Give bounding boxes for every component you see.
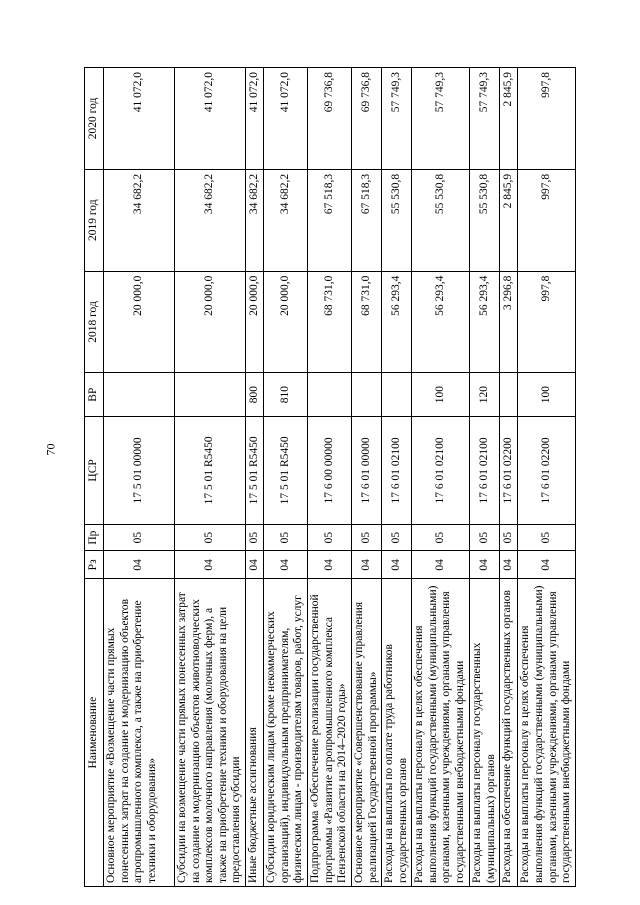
row-vr [382,373,412,417]
row-vr: 100 [412,373,470,417]
row-name: Основное мероприятие «Возмещение части прямых понесенных затрат на создание и модернизацию объектов агропромышленного комплекса, а также на приобретение техники и оборудования» [104,579,175,887]
row-2019: 67 518,3 [352,169,382,271]
table-row [412,68,470,887]
row-2019: 34 682,2 [104,169,175,271]
row-rz: 04 [500,551,518,579]
row-2018: 20 000,0 [104,271,175,373]
row-2020: 41 072,0 [246,68,264,170]
row-2020: 69 736,8 [352,68,382,170]
table-row [175,68,246,887]
row-pr: 05 [352,524,382,551]
row-vr [500,373,518,417]
row-pr: 05 [382,524,412,551]
row-pr: 05 [264,524,308,551]
row-name: Расходы на выплаты персоналу в целях обеспечения выполнения функций государственными (муниципальными) органами, казенными учреждениями, органами управления государственными внебюджетными фондами [412,579,470,887]
table-row [470,68,500,887]
row-pr: 05 [308,524,352,551]
row-2018: 3 296,8 [500,271,518,373]
row-pr: 05 [470,524,500,551]
row-name: Субсидии на возмещение части прямых понесенных затрат на создание и модернизацию объектов животноводческих комплексов молочного направления (молочных ферм), а также на приобретение техники и оборудования на цели предоставления субсидии [175,579,246,887]
table-row [382,68,412,887]
row-2020: 57 749,3 [382,68,412,170]
row-rz: 04 [470,551,500,579]
row-2019: 34 682,2 [264,169,308,271]
row-name: Подпрограмма «Обеспечение реализации государственной программы «Развитие агропромышленного комплекса Пензенской области на 2014–2020 годы» [308,579,352,887]
row-2019: 997,8 [518,169,576,271]
row-csr: 17 6 01 02100 [382,416,412,524]
row-name: Основное мероприятие «Совершенствование управления реализацией Государственной программы» [352,579,382,887]
row-2018: 56 293,4 [470,271,500,373]
row-rz: 04 [412,551,470,579]
row-vr [175,373,246,417]
row-2020: 41 072,0 [104,68,175,170]
header-2020: 2020 год [85,68,104,170]
row-name: Субсидии юридическим лицам (кроме некоммерческих организаций), индивидуальным предпринимателям, физическим лицам - производителям товаров, работ, услуг [264,579,308,887]
header-pr: Пр [85,524,104,551]
row-2020: 69 736,8 [308,68,352,170]
row-vr: 120 [470,373,500,417]
header-csr: ЦСР [85,416,104,524]
row-rz: 04 [518,551,576,579]
row-rz: 04 [175,551,246,579]
row-pr: 05 [246,524,264,551]
row-2018: 20 000,0 [175,271,246,373]
table-row [518,68,576,887]
row-csr: 17 6 01 02100 [470,416,500,524]
row-2018: 56 293,4 [412,271,470,373]
row-2018: 56 293,4 [382,271,412,373]
row-name: Расходы на выплаты персоналу в целях обеспечения выполнения функций государственными (муниципальными) органами, казенными учреждениями, органами управления государственными внебюджетными фондами [518,579,576,887]
row-name: Расходы на выплаты по оплате труда работников государственных органов [382,579,412,887]
table-row [264,68,308,887]
row-2019: 55 530,8 [470,169,500,271]
row-rz: 04 [264,551,308,579]
row-csr: 17 5 01 00000 [104,416,175,524]
row-2018: 68 731,0 [308,271,352,373]
row-rz: 04 [382,551,412,579]
row-csr: 17 5 01 R5450 [246,416,264,524]
row-2019: 55 530,8 [412,169,470,271]
row-vr [104,373,175,417]
row-csr: 17 5 01 R5450 [175,416,246,524]
budget-table [84,67,576,887]
header-vr: ВР [85,373,104,417]
row-csr: 17 6 01 02100 [412,416,470,524]
row-2019: 34 682,2 [175,169,246,271]
row-rz: 04 [104,551,175,579]
row-2018: 68 731,0 [352,271,382,373]
row-vr: 100 [518,373,576,417]
row-2020: 41 072,0 [264,68,308,170]
row-2019: 67 518,3 [308,169,352,271]
header-name: Наименование [85,579,104,887]
header-2019: 2019 год [85,169,104,271]
row-rz: 04 [246,551,264,579]
row-pr: 05 [175,524,246,551]
table-header-row [85,68,104,887]
row-pr: 05 [412,524,470,551]
row-csr: 17 6 01 02200 [500,416,518,524]
row-vr: 810 [264,373,308,417]
header-rz: Рз [85,551,104,579]
header-2018: 2018 год [85,271,104,373]
row-rz: 04 [352,551,382,579]
row-2018: 20 000,0 [246,271,264,373]
table-row [308,68,352,887]
row-name: Иные бюджетные ассигнования [246,579,264,887]
row-csr: 17 5 01 R5450 [264,416,308,524]
row-name: Расходы на выплаты персоналу государственных (муниципальных) органов [470,579,500,887]
table-row [104,68,175,887]
page-number: 70 [43,443,58,456]
row-vr [352,373,382,417]
table-row [500,68,518,887]
row-2019: 34 682,2 [246,169,264,271]
row-pr: 05 [500,524,518,551]
rotated-table-container [84,67,584,887]
row-2020: 57 749,3 [412,68,470,170]
row-vr: 800 [246,373,264,417]
row-name: Расходы на обеспечение функций государственных органов [500,579,518,887]
table-row [352,68,382,887]
row-2020: 41 072,0 [175,68,246,170]
row-2020: 57 749,3 [470,68,500,170]
row-2020: 997,8 [518,68,576,170]
row-vr [308,373,352,417]
row-csr: 17 6 01 00000 [352,416,382,524]
row-csr: 17 6 00 00000 [308,416,352,524]
row-rz: 04 [308,551,352,579]
row-pr: 05 [518,524,576,551]
table-row [246,68,264,887]
row-2019: 55 530,8 [382,169,412,271]
row-csr: 17 6 01 02200 [518,416,576,524]
row-2018: 997,8 [518,271,576,373]
row-pr: 05 [104,524,175,551]
row-2019: 2 845,9 [500,169,518,271]
row-2020: 2 845,9 [500,68,518,170]
row-2018: 20 000,0 [264,271,308,373]
